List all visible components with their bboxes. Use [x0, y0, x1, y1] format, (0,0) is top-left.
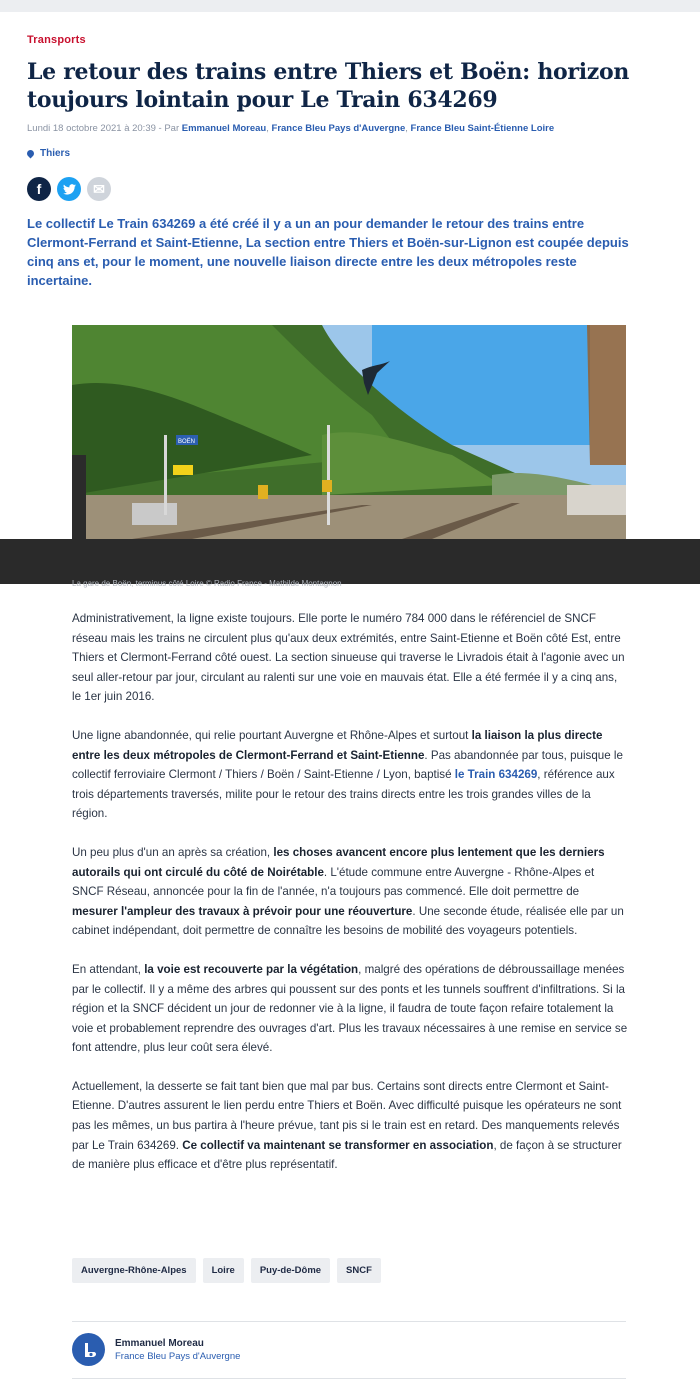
train-634269-link[interactable]: le Train 634269 — [454, 768, 538, 782]
paragraph-3-highlight: mesurer l'ampleur des travaux à prévoir pour une réouverture — [72, 904, 413, 918]
paragraph-2-highlight: la liaison la plus directe entre les deux métropoles de Clermont-Ferrand et Saint-Etienne — [72, 728, 603, 762]
email-icon[interactable]: ✉ — [87, 177, 111, 201]
paragraph-3 — [72, 843, 628, 941]
byline-date: Lundi 18 octobre 2021 à 20:39 - Par — [27, 123, 182, 134]
author-card[interactable] — [72, 1333, 240, 1366]
article-lead: Le collectif Le Train 634269 a été créé il y a un an pour demander le retour des trains entre Clermont-Ferrand et Saint-Etienne, La section entre Thiers et Boën-sur-Lignon est coupée depuis cinq ans et, pour le moment, une nouvelle liaison directe entre les deux métropoles reste incertaine. — [27, 216, 629, 288]
paragraph-2-text: . Pas abandonnée par tous, puisque le collectif ferroviaire Clermont / Thiers / Boën / Saint-Etienne / Lyon, baptisé — [72, 748, 623, 782]
france-bleu-logo-icon — [72, 1333, 105, 1366]
station-link-loire[interactable]: France Bleu Saint-Étienne Loire — [410, 123, 555, 134]
tag-auvergne-rhone-alpes[interactable]: Auvergne-Rhône-Alpes — [72, 1258, 196, 1283]
author-name[interactable]: Emmanuel Moreau — [115, 1337, 204, 1349]
paragraph-2 — [72, 726, 628, 824]
station-sign: BOËN — [178, 439, 196, 445]
paragraph-2-text: Une ligne abandonnée, qui relie pourtant Auvergne et Rhône-Alpes et surtout — [72, 728, 472, 742]
author-station[interactable]: France Bleu Pays d'Auvergne — [115, 1350, 241, 1362]
tag-loire[interactable]: Loire — [203, 1258, 244, 1283]
divider — [72, 1378, 626, 1379]
tag-puy-de-dome[interactable]: Puy-de-Dôme — [251, 1258, 330, 1283]
author-link[interactable]: Emmanuel Moreau — [181, 123, 267, 134]
paragraph-5-text: , de façon à se structurer de manière plus efficace et d'être plus représentatif. — [72, 1138, 622, 1172]
paragraph-5 — [72, 1077, 628, 1175]
share-bar — [27, 177, 637, 201]
article-header — [27, 34, 637, 290]
divider — [72, 1321, 626, 1322]
paragraph-3-text: . L'étude commune entre Auvergne - Rhône-Alpes et SNCF Réseau, annoncée pour la fin de l'année, n'a toujours pas commencé. Elle doit permettre de — [72, 865, 595, 899]
paragraph-3-text: . Une seconde étude, réalisée elle par un cabinet indépendant, doit permettre de connaître les besoins de mobilité des voyageurs potentiels. — [72, 904, 624, 938]
location-link[interactable] — [27, 148, 637, 159]
tag-list — [72, 1258, 381, 1283]
photo-caption: La gare de Boën, terminus côté Loire © Radio France - Mathilde Montagnon — [72, 579, 342, 588]
paragraph-4 — [72, 960, 628, 1058]
top-bar — [0, 0, 700, 12]
paragraph-5-text: Actuellement, la desserte se fait tant bien que mal par bus. Certains sont directs entre Clermont et Saint-Etienne. D'autres assurent le lien perdu entre Thiers et Boën. Avec difficulté puisque les opérateurs ne sont pas les mêmes, un bus partira à l'heure prévue, tant pis si le train est en retard. Des manquements relevés par Le Train 634269. — [72, 1079, 622, 1152]
location-label: Thiers — [40, 148, 71, 159]
facebook-icon[interactable]: f — [27, 177, 51, 201]
paragraph-1: Administrativement, la ligne existe toujours. Elle porte le numéro 784 000 dans le référenciel de SNCF réseau mais les trains ne circulent plus qu'aux deux extrémités, entre Saint-Etienne et Boën côté Est, entre Thiers et Clermont-Ferrand côté ouest. La section sinueuse qui traverse le Livradois était à l'agonie avec un seul aller-retour par jour, circulant au ralenti sur une voie en mauvais état. Elle a été fermée il y a cinq ans, le 1er juin 2016. — [72, 612, 625, 704]
location-pin-icon — [26, 149, 36, 159]
paragraph-2-text: , référence aux trois départements traversés, milite pour le retour des trains directs entre les trois grandes villes de la région. — [72, 768, 615, 821]
paragraph-4-text: En attendant, — [72, 962, 145, 976]
paragraph-3-highlight: les choses avancent encore plus lentement que les derniers autorails qui ont circulé du côté de Noirétable — [72, 845, 605, 879]
article-photo — [72, 325, 626, 539]
article-body — [72, 609, 628, 1194]
station-link-auvergne[interactable]: France Bleu Pays d'Auvergne — [271, 123, 406, 134]
author-info — [115, 1338, 240, 1362]
tag-sncf[interactable]: SNCF — [337, 1258, 381, 1283]
paragraph-4-text: , malgré des opérations de débroussaillage menées par le collectif. Il y a même des arbres qui poussent sur des ponts et les tunnels souffrent d'infiltrations. Si la région et la SNCF décident un jour de redonner vie à la ligne, il faudra de toute façon refaire totalement la voie et probablement reprendre des ouvrages d'art. Plus les travaux nécessaires à une remise en service se font attendre, plus leur coût sera élevé. — [72, 962, 628, 1055]
paragraph-4-highlight: la voie est recouverte par la végétation — [144, 962, 359, 976]
twitter-icon[interactable] — [57, 177, 81, 201]
paragraph-3-text: Un peu plus d'un an après sa création, — [72, 845, 274, 859]
overlay-band — [0, 539, 700, 584]
article-title: Le retour des trains entre Thiers et Boën: horizon toujours lointain pour Le Train 634269 — [27, 59, 630, 113]
byline: Lundi 18 octobre 2021 à 20:39 - Par Emmanuel Moreau, France Bleu Pays d'Auvergne, France Bleu Saint-Étienne Loire — [27, 123, 555, 134]
paragraph-5-highlight: Ce collectif va maintenant se transformer en association — [182, 1138, 494, 1152]
category-link[interactable]: Transports — [27, 34, 86, 46]
